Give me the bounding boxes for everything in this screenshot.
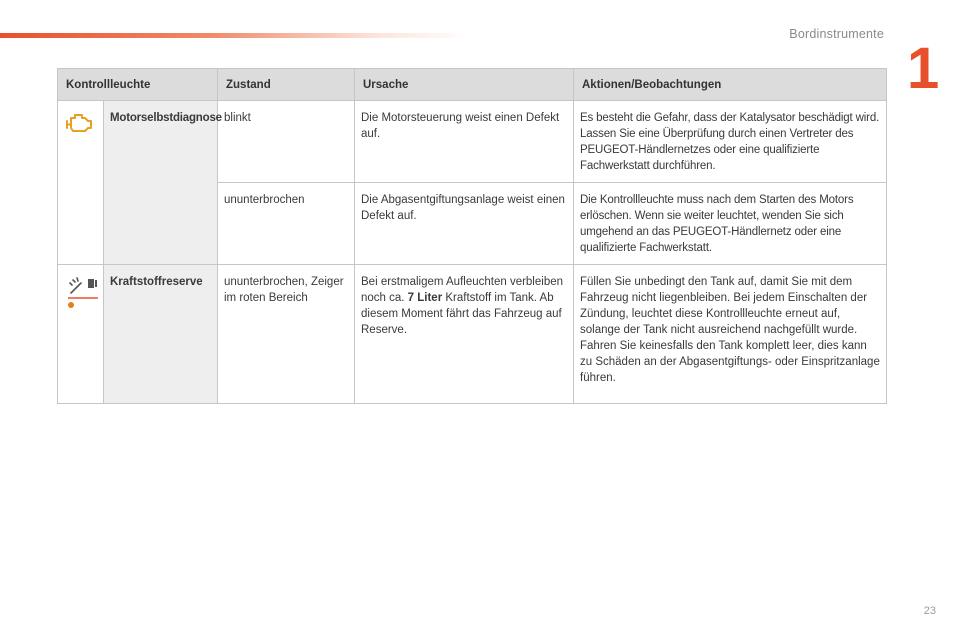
table-row xyxy=(58,101,887,183)
column-header-kontrollleuchte: Kontrollleuchte xyxy=(58,69,218,101)
column-header-aktionen: Aktionen/Beobachtungen xyxy=(574,69,887,101)
page-number: 23 xyxy=(923,605,936,617)
chapter-number: 1 xyxy=(907,36,940,101)
warning-name-engine: Motorselbstdiagnose xyxy=(104,101,218,265)
zustand-cell: ununterbrochen, Zeiger im roten Bereich xyxy=(218,265,355,404)
ursache-text-pre: Bei erstmaligem Aufleuchten verbleiben noch ca. xyxy=(361,276,564,304)
zustand-cell: blinkt xyxy=(218,101,355,183)
ursache-cell: Die Abgasentgiftungsanlage weist einen Defekt auf. xyxy=(355,183,574,265)
decorative-top-bar xyxy=(0,33,470,38)
table-row xyxy=(58,265,887,404)
aktionen-cell: Die Kontrollleuchte muss nach dem Starten des Motors erlöschen. Wenn sie weiter leuchtet, wenden Sie sich umgehend an das PEUGEOT-Händlernetz oder eine qualifizierte Fachwerkstatt. xyxy=(574,183,887,265)
warning-name-fuel: Kraftstoffreserve xyxy=(104,265,218,404)
aktionen-cell: Es besteht die Gefahr, dass der Katalysator beschädigt wird. Lassen Sie eine Überprüfung durch einen Vertreter des PEUGEOT-Händlernetzes oder eine qualifizierte Fachwerkstatt durchführen. xyxy=(574,101,887,183)
ursache-cell: Die Motorsteuerung weist einen Defekt auf. xyxy=(355,101,574,183)
section-title: Bordinstrumente xyxy=(789,27,884,41)
engine-check-icon xyxy=(64,110,94,134)
table-header-row xyxy=(58,69,887,101)
column-header-ursache: Ursache xyxy=(355,69,574,101)
zustand-cell: ununterbrochen xyxy=(218,183,355,265)
ursache-text-post: Kraftstoff im Tank. Ab diesem Moment fährt das Fahrzeug auf Reserve. xyxy=(361,292,562,336)
fuel-icon-cell xyxy=(58,265,104,404)
ursache-cell xyxy=(355,265,574,404)
aktionen-cell: Füllen Sie unbedingt den Tank auf, damit Sie mit dem Fahrzeug nicht liegenbleiben. Bei jedem Einschalten der Zündung, leuchtet diese Kontrollleuchte erneut auf, solange der Tank nicht ausreichend nachgefüllt wurde. Fahren Sie keinesfalls den Tank komplett leer, dies kann zu Schäden an der Abgasentgiftungs- oder Einspritzanlage führen. xyxy=(574,265,887,404)
column-header-zustand: Zustand xyxy=(218,69,355,101)
warning-lights-table xyxy=(57,68,887,404)
engine-icon-cell xyxy=(58,101,104,265)
fuel-gauge-icon xyxy=(64,274,104,310)
fuel-amount: 7 Liter xyxy=(407,292,443,304)
